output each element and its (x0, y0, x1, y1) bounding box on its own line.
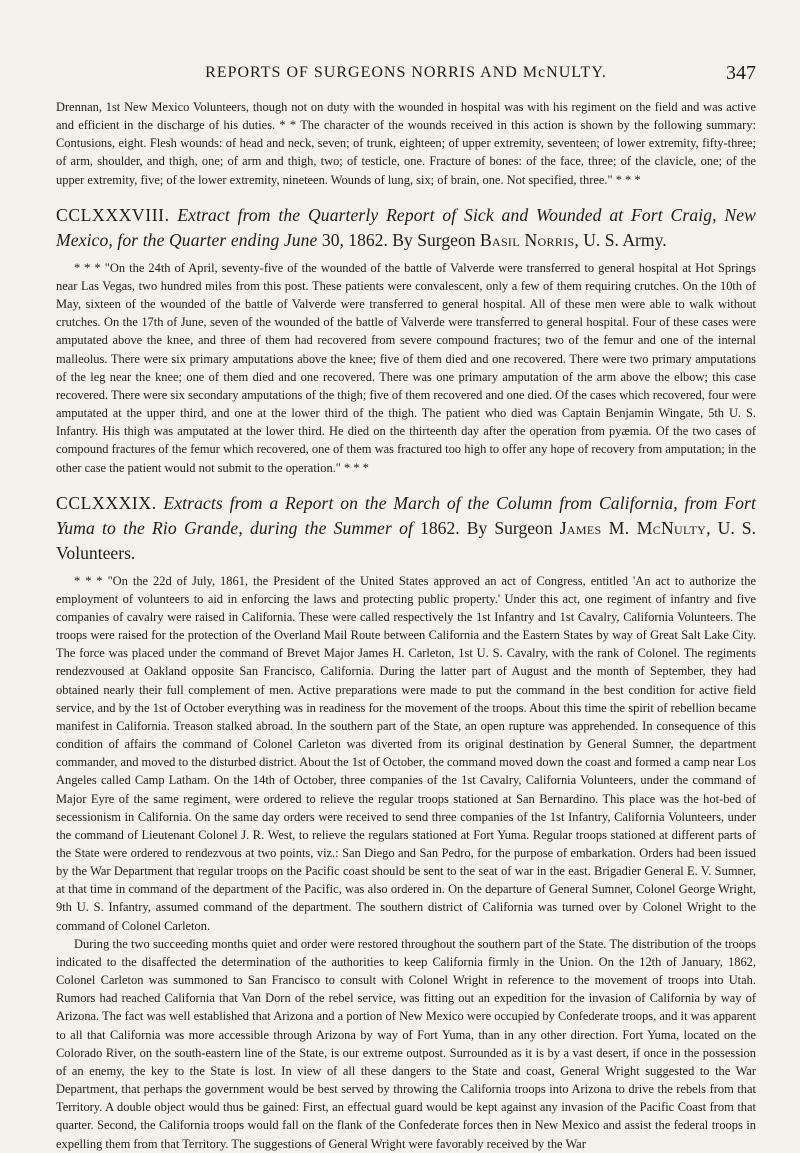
section-paragraph: During the two succeeding months quiet and order were restored throughout the southern part of the State. The distribution of the troops indicated to the disaffected the determination of the authorities to keep California firmly in the Union. On the 12th of January, 1862, Colonel Carleton was summoned to San Francisco to consult with Colonel Wright in reference to the movement of troops into Utah. Rumors had reached California that Van Dorn of the rebel service, was fitting out an expedition for the invasion of California by way of Arizona. The fact was well established that Arizona and a portion of New Mexico were occupied by Confederate troops, and it was apparent to all that California was more accessible through Arizona by way of Fort Yuma, than in any other direction. Fort Yuma, located on the Colorado River, on the south-eastern line of the State, is our extreme outpost. Surrounded as it is by a vast desert, if once in the possession of an enemy, the key to the State is lost. In view of all these dangers to the State and coast, General Wright suggested to the War Department, that perhaps the government would be best served by throwing the California troops into Arizona to drive the rebels from that Territory. A double object would thus be gained: First, an effectual guard would be kept against any invasion of the Pacific Coast from that quarter. Second, the California troops would fall on the flank of the Confederate forces then in New Mexico and assist the federal troops in expelling them from that Territory. The suggestions of General Wright were favorably received by the War (56, 936, 756, 1151)
section-number: CCLXXXIX. (56, 492, 157, 513)
section-title: Extracts from a Report on the March of the Column from California, from Fort Yuma to the Rio Grande, during the Summer of (56, 492, 756, 538)
section-paragraph: * * * "On the 24th of April, seventy-five of the wounded of the battle of Valverde were transferred to general hospital at Hot Springs near Las Vegas, two hundred miles from this post. These patients were convalescent, only a few of them requiring crutches. On the 10th of May, sixteen of the wounded of the battle of Valverde were transferred to general hospital. All of these men were able to walk without crutches. On the 17th of June, seven of the wounded of the battle of Valverde were transferred to general hospital. Four of these cases were amputated above the knee, and three of them had recovered from severe compound fractures; two of the femur and one of the internal malleolus. There were six primary amputations above the knee; five of them died and one recovered. There were two primary amputations of the leg near the knee; one of them died and one recovered. There was one primary amputation of the arm above the elbow; this case recovered. There were six secondary amputations of the thigh; five of them recovered and one died. Of the cases which recovered, four were amputated at the upper third, and one at the lower third of the thigh. The patient who died was Captain Benjamin Wingate, 5th U. S. Infantry. His thigh was amputated at the lower third. He died on the thirteenth day after the operation from pyæmia. Of the two cases of compound fractures of the femur which recovered, one of them was fractured too high to offer any hope of recovery from amputation; in the other case the patient would not submit to the operation." * * * (56, 260, 756, 475)
section-date: 1862. (420, 517, 460, 538)
section-by: By Surgeon (392, 229, 476, 250)
section-by: By Surgeon (466, 517, 553, 538)
page-number: 347 (726, 62, 756, 84)
section-title: Extract from the Quarterly Report of Sick and Wounded at Fort Craig, New Mexico, for the Quarter ending June (56, 204, 756, 250)
section-rank: , U. S. Volunteers. (56, 517, 756, 563)
section-paragraph: * * * "On the 22d of July, 1861, the President of the United States approved an act of Congress, entitled 'An act to authorize the employment of volunteers to aid in enforcing the laws and protecting public property.' Under this act, one regiment of infantry and five companies of cavalry were raised in California. These were called respectively the 1st Infantry and 1st Cavalry, California Volunteers. The troops were raised for the protection of the Overland Mail Route between California and the Eastern States by way of Great Salt Lake City. The force was placed under the command of Brevet Major James H. Carleton, 1st U. S. Cavalry, with the rank of Colonel. The regiments rendezvoused at Oakland opposite San Francisco, California. During the latter part of August and the month of September, they had obtained nearly their full complement of men. Active preparations were made to put the command in the best condition for active field service, and by the 1st of October everything was in readiness for the movement of the troops. About this time the spirit of rebellion became manifest in California. Treason stalked abroad. In the southern part of the State, an open rupture was apprehended. In consequence of this condition of affairs the command of Colonel Carleton was diverted from its original destination by General Sumner, the department commander, and moved to the disturbed district. About the 1st of October, the command moved down the coast and formed a camp near Los Angeles called Camp Latham. On the 14th of October, three companies of the 1st Cavalry, California Volunteers, under the command of Major Eyre of the same regiment, were ordered to relieve the regular troops stationed at San Bernardino. This place was the hot-bed of secessionism in California. On the same day orders were received to send three companies of the 1st Infantry, California Volunteers, under the command of Lieutenant Colonel J. R. West, to relieve the regulars stationed at Fort Yuma. Regular troops stationed at different parts of the State were ordered to rendezvous at two points, viz.: San Diego and San Pedro, for the purpose of embarkation. Orders had been issued by the War Department that regular troops on the Pacific coast should be sent to the seat of war in the east. Brigadier General E. V. Sumner, at that time in command of the department of the Pacific, was also ordered in. On the departure of General Sumner, Colonel George Wright, 9th U. S. Infantry, assumed command of the department. The southern district of California was turned over by Colonel Wright to the command of Colonel Carleton. (56, 573, 756, 933)
section-heading-cclxxxix (56, 491, 756, 566)
section-date: 30, 1862. (321, 229, 388, 250)
section-heading-cclxxxviii (56, 203, 756, 253)
continued-paragraph: Drennan, 1st New Mexico Volunteers, though not on duty with the wounded in hospital was with his regiment on the field and was active and efficient in the discharge of his duties. * * The character of the wounds received in this action is shown by the following summary: Contusions, eight. Flesh wounds: of head and neck, seven; of trunk, eighteen; of upper extremity, seventeen; of lower extremity, fifty-three; of arm, shoulder, and thigh, one; of arm and thigh, two; of testicle, one. Fracture of bones: of the face, three; of the clavicle, one; of the upper extremity, five; of the lower extremity, nineteen. Wounds of lung, six; of brain, one. Not specified, three." * * * (56, 100, 756, 187)
running-head: REPORTS OF SURGEONS NORRIS AND McNULTY. (205, 64, 607, 81)
page-body (56, 98, 756, 1153)
section-rank: , U. S. Army. (574, 229, 667, 250)
page-header (56, 62, 756, 86)
section-author: Basil Norris (479, 229, 575, 250)
section-number: CCLXXXVIII. (56, 204, 170, 225)
section-author: James M. McNulty (559, 517, 707, 538)
